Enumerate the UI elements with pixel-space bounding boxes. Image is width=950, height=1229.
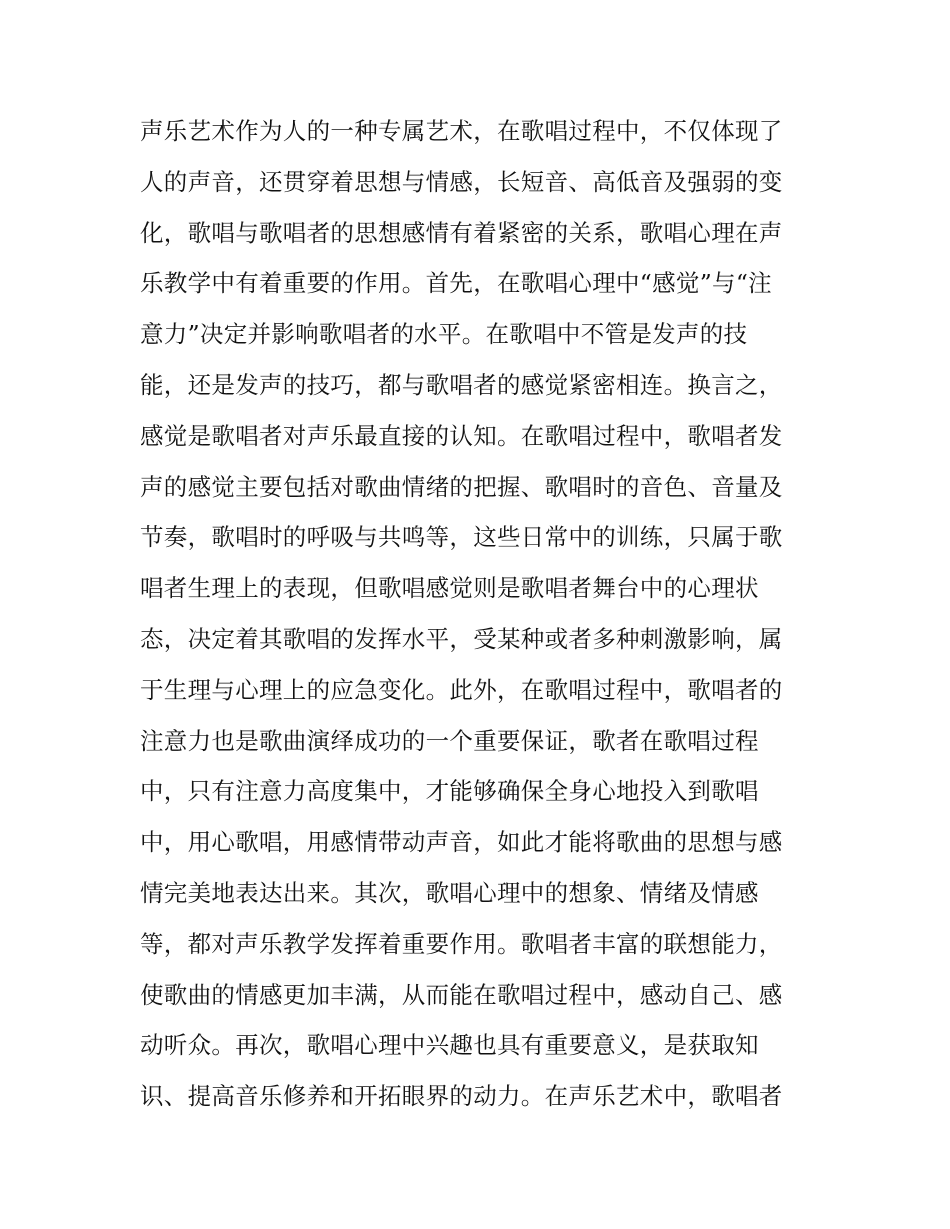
- text-line: 态，决定着其歌唱的发挥水平，受某种或者多种刺激影响，属: [140, 624, 783, 653]
- body-paragraph: [140, 106, 820, 1122]
- text-line: 中，用心歌唱，用感情带动声音，如此才能将歌曲的思想与感: [140, 828, 783, 857]
- text-line: 声乐艺术作为人的一种专属艺术，在歌唱过程中，不仅体现了: [140, 117, 783, 145]
- text-line: 于生理与心理上的应急变化。此外，在歌唱过程中，歌唱者的: [140, 675, 783, 704]
- text-line: 唱者生理上的表现，但歌唱感觉则是歌唱者舞台中的心理状: [140, 574, 759, 603]
- text-line: 能，还是发声的技巧，都与歌唱者的感觉紧密相连。换言之，: [140, 370, 783, 399]
- text-line: 识、提高音乐修养和开拓眼界的动力。在声乐艺术中，歌唱者: [140, 1082, 783, 1111]
- text-line: 动听众。再次，歌唱心理中兴趣也具有重要意义，是获取知: [140, 1031, 759, 1060]
- text-line: 声的感觉主要包括对歌曲情绪的把握、歌唱时的音色、音量及: [140, 472, 783, 501]
- text-line: 使歌曲的情感更加丰满，从而能在歌唱过程中，感动自己、感: [140, 980, 783, 1009]
- text-line: 化，歌唱与歌唱者的思想感情有着紧密的关系，歌唱心理在声: [140, 218, 783, 247]
- text-line: 意力”决定并影响歌唱者的水平。在歌唱中不管是发声的技: [140, 320, 748, 349]
- text-line: 乐教学中有着重要的作用。首先，在歌唱心理中“感觉”与“注: [140, 269, 772, 298]
- text-line: 注意力也是歌曲演绎成功的一个重要保证，歌者在歌唱过程: [140, 726, 759, 755]
- text-line: 情完美地表达出来。其次，歌唱心理中的想象、情绪及情感: [140, 878, 759, 907]
- text-line: 等，都对声乐教学发挥着重要作用。歌唱者丰富的联想能力，: [140, 929, 783, 958]
- text-line: 中，只有注意力高度集中，才能够确保全身心地投入到歌唱: [140, 777, 759, 806]
- text-line: 节奏，歌唱时的呼吸与共鸣等，这些日常中的训练，只属于歌: [140, 523, 783, 552]
- text-line: 感觉是歌唱者对声乐最直接的认知。在歌唱过程中，歌唱者发: [140, 421, 783, 450]
- text-line: 人的声音，还贯穿着思想与情感，长短音、高低音及强弱的变: [140, 167, 783, 196]
